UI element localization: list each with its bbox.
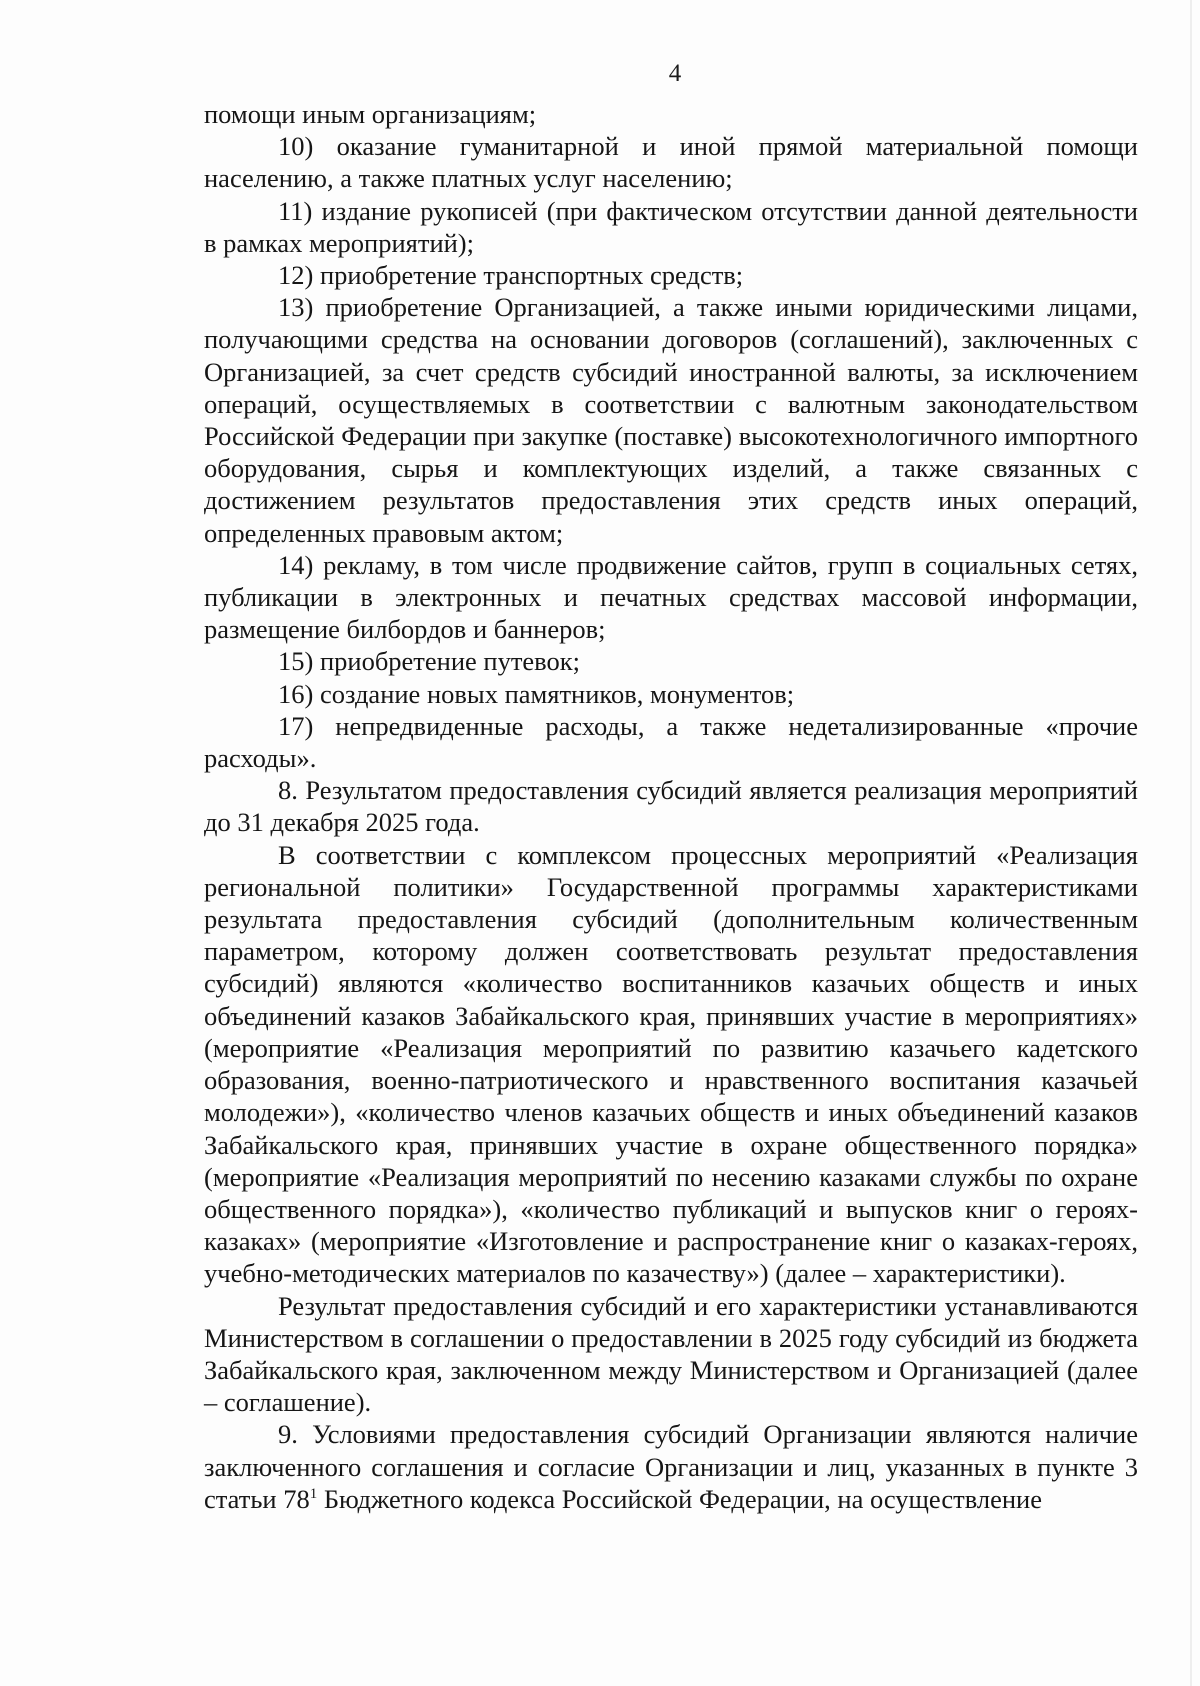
article-superscript: 1 xyxy=(309,1485,318,1502)
list-item-14: 14) рекламу, в том числе продвижение сайтов, групп в социальных сетях, публикации в электронных и печатных средствах массовой информации, размещение билбордов и баннеров; xyxy=(204,549,1138,645)
clause-9-text-continued: Бюджетного кодекса Российской Федерации, на осуществление xyxy=(317,1483,1042,1514)
list-item-13: 13) приобретение Организацией, а также иными юридическими лицами, получающими средства на основании договоров (соглашений), заключенных с Организацией, за счет средств субсидий иностранной валюты, за исключением операций, осуществляемых в соответствии с валютным законодательством Российской Федерации при закупке (поставке) высокотехнологичного импортного оборудования, сырья и комплектующих изделий, а также связанных с достижением результатов предоставления этих средств иных операций, определенных правовым актом; xyxy=(204,292,1138,548)
paragraph-agreement: Результат предоставления субсидий и его характеристики устанавливаются Министерством в соглашении о предоставлении в 2025 году субсидий из бюджета Забайкальского края, заключенном между Министерством и Организацией (далее – соглашение). xyxy=(204,1290,1138,1418)
clause-8: 8. Результатом предоставления субсидий является реализация мероприятий до 31 декабря 2025 года. xyxy=(204,775,1138,838)
scan-edge xyxy=(1190,0,1192,1686)
list-item-15: 15) приобретение путевок; xyxy=(278,646,580,677)
list-item-16: 16) создание новых памятников, монументов; xyxy=(278,678,795,709)
clause-9 xyxy=(204,1418,1138,1515)
list-item-17: 17) непредвиденные расходы, а также недетализированные «прочие расходы». xyxy=(204,710,1138,774)
page-number: 4 xyxy=(668,60,682,87)
paragraph-characteristics: В соответствии с комплексом процессных мероприятий «Реализация региональной политики» Государственной программы характеристиками результата предоставления субсидий (дополнительным количественным параметром, которому должен соответствовать результат предоставления субсидий) являются «количество воспитанников казачьих обществ и иных объединений казаков Забайкальского края, принявших участие в мероприятиях» (мероприятие «Реализация мероприятий по развитию казачьего кадетского образования, военно-патриотического и нравственного воспитания казачьей молодежи»), «количество членов казачьих обществ и иных объединений казаков Забайкальского края, принявших участие в охране общественного порядка» (мероприятие «Реализация мероприятий по несению казаками службы по охране общественного порядка»), «количество публикаций и выпусков книг о героях-казаках» (мероприятие «Изготовление и распространение книг о казаках-героях, учебно-методических материалов по казачеству») (далее – характеристики). xyxy=(204,839,1138,1289)
list-item-12: 12) приобретение транспортных средств; xyxy=(278,260,744,291)
clause-9-text: 9. Условиями предоставления субсидий Организации являются наличие заключенного соглашения и согласие Организации и лиц, указанных в пункте 3 статьи 78 xyxy=(204,1419,1138,1514)
document-body xyxy=(204,98,1138,1515)
list-item-10: 10) оказание гуманитарной и иной прямой материальной помощи населению, а также платных услуг населению; xyxy=(204,131,1138,194)
paragraph-continuation: помощи иным организациям; xyxy=(204,99,537,129)
list-item-11: 11) издание рукописей (при фактическом отсутствии данной деятельности в рамках мероприятий); xyxy=(204,195,1138,258)
